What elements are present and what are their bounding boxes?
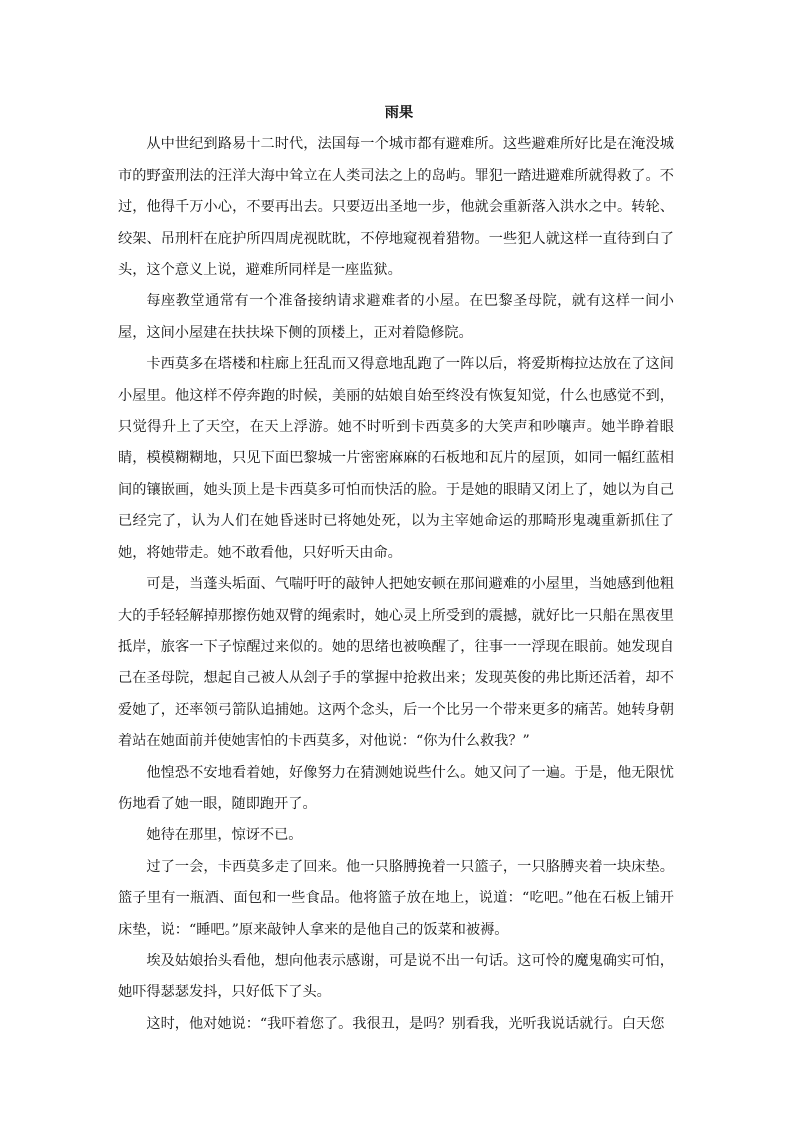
paragraph-2: 每座教堂通常有一个准备接纳请求避难者的小屋。在巴黎圣母院，就有这样一间小屋，这间小屋建在扶扶垛下侧的顶楼上，正对着隐修院。 [118,293,674,341]
paragraph-6: 她待在那里，惊讶不已。 [146,827,303,844]
document-page [118,98,674,1040]
paragraph-7: 过了一会，卡西莫多走了回来。他一只胳膊挽着一只篮子，一只胳膊夹着一块床垫。篮子里有一瓶酒、面包和一些食品。他将篮子放在地上，说道：“吃吧。”他在石板上铺开床垫，说：“睡吧。”原来敲钟人拿来的是他自己的饭菜和被褥。 [118,858,674,938]
document-title: 雨果 [384,105,414,121]
paragraph-3: 卡西莫多在塔楼和柱廊上狂乱而又得意地乱跑了一阵以后，将爱斯梅拉达放在了这间小屋里。他这样不停奔跑的时候，美丽的姑娘自始至终没有恢复知觉，什么也感觉不到，只觉得升上了天空，在天上浮游。她不时听到卡西莫多的大笑声和吵嚷声。她半睁着眼睛，模模糊糊地，只见下面巴黎城一片密密麻麻的石板地和瓦片的屋顶，如同一幅红蓝相间的镶嵌画，她头顶上是卡西莫多可怕而快活的脸。于是她的眼睛又闭上了，她以为自己已经完了，认为人们在她昏迷时已将她处死，以为主宰她命运的那畸形鬼魂重新抓住了她，将她带走。她不敢看他，只好听天由命。 [118,356,674,561]
paragraph-5: 他惶恐不安地看着她，好像努力在猜测她说些什么。她又问了一遍。于是，他无限忧伤地看了她一眼，随即跑开了。 [118,764,674,812]
paragraph-1: 从中世纪到路易十二时代，法国每一个城市都有避难所。这些避难所好比是在淹没城市的野蛮刑法的汪洋大海中耸立在人类司法之上的岛屿。罪犯一踏进避难所就得救了。不过，他得千万小心，不要再出去。只要迈出圣地一步，他就会重新落入洪水之中。转轮、绞架、吊刑杆在庇护所四周虎视眈眈，不停地窥视着猎物。一些犯人就这样一直待到白了头，这个意义上说，避难所同样是一座监狱。 [118,136,674,279]
paragraph-8: 埃及姑娘抬头看他，想向他表示感谢，可是说不出一句话。这可怜的魔鬼确实可怕，她吓得瑟瑟发抖，只好低下了头。 [118,952,674,1001]
paragraph-4: 可是，当蓬头垢面、气喘吁吁的敲钟人把她安顿在那间避难的小屋里，当她感到他粗大的手轻轻解掉那擦伤她双臂的绳索时，她心灵上所受到的震撼，就好比一只船在黑夜里抵岸，旅客一下子惊醒过来似的。她的思绪也被唤醒了，往事一一浮现在眼前。她发现自己在圣母院，想起自己被人从刽子手的掌握中抢救出来；发现英俊的弗比斯还活着，却不爱她了，还率领弓箭队追捕她。这两个念头，后一个比另一个带来更多的痛苦。她转身朝着站在她面前并使她害怕的卡西莫多，对他说：“你为什么救我？” [118,576,674,750]
paragraph-9: 这时，他对她说：“我吓着您了。我很丑，是吗？别看我，光听我说话就行。白天您 [146,1015,665,1032]
